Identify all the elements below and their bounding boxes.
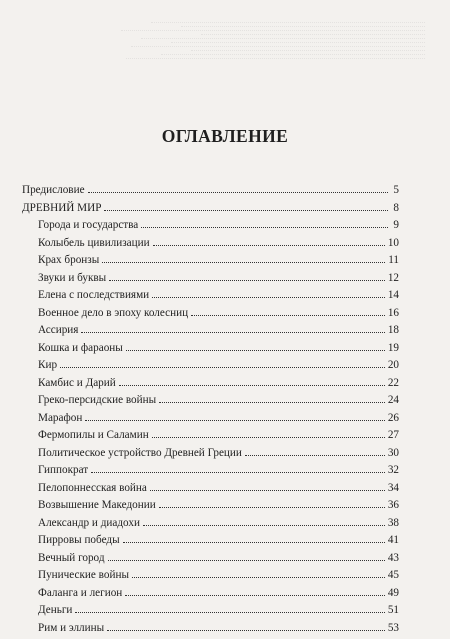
toc-entry-title: Фаланга и легион xyxy=(38,587,122,599)
dot-leader xyxy=(153,245,385,246)
dot-leader xyxy=(102,262,385,263)
table-of-contents xyxy=(22,184,399,639)
toc-entry xyxy=(22,464,399,482)
toc-entry xyxy=(22,587,399,605)
toc-entry-title: Колыбель цивилизации xyxy=(38,237,150,249)
dot-leader xyxy=(88,192,388,193)
dot-leader xyxy=(81,332,384,333)
dot-leader xyxy=(91,472,385,473)
toc-entry-page-number: 27 xyxy=(388,429,399,441)
dot-leader xyxy=(159,507,385,508)
toc-entry-page-number: 38 xyxy=(388,517,399,529)
toc-entry-title: Кошка и фараоны xyxy=(38,342,123,354)
toc-entry xyxy=(22,307,399,325)
toc-entry-page-number: 41 xyxy=(388,534,399,546)
dot-leader xyxy=(119,385,385,386)
toc-entry-title: Предисловие xyxy=(22,184,85,196)
dot-leader xyxy=(123,542,385,543)
dot-leader xyxy=(126,350,385,351)
toc-entry xyxy=(22,499,399,517)
toc-entry xyxy=(22,447,399,465)
toc-entry-title: Возвышение Македонии xyxy=(38,499,156,511)
toc-entry-page-number: 53 xyxy=(388,622,399,634)
dot-leader xyxy=(132,577,385,578)
toc-entry-title: Военное дело в эпоху колесниц xyxy=(38,307,188,319)
toc-entry-title: Пирровы победы xyxy=(38,534,120,546)
dot-leader xyxy=(108,560,385,561)
toc-entry-title: ДРЕВНИЙ МИР xyxy=(22,202,101,214)
toc-entry-page-number: 20 xyxy=(388,359,399,371)
toc-entry xyxy=(22,342,399,360)
dot-leader xyxy=(107,630,385,631)
toc-entry xyxy=(22,394,399,412)
toc-entry xyxy=(22,534,399,552)
dot-leader xyxy=(60,367,385,368)
toc-entry xyxy=(22,429,399,447)
toc-entry-title: Ассирия xyxy=(38,324,78,336)
dot-leader xyxy=(159,402,385,403)
toc-entry-title: Александр и диадохи xyxy=(38,517,140,529)
toc-entry xyxy=(22,517,399,535)
dot-leader xyxy=(152,437,385,438)
toc-entry xyxy=(22,289,399,307)
toc-entry-page-number: 30 xyxy=(388,447,399,459)
toc-entry xyxy=(22,219,399,237)
toc-entry-title: Пунические войны xyxy=(38,569,129,581)
toc-entry xyxy=(22,184,399,202)
toc-entry-title: Греко-персидские войны xyxy=(38,394,156,406)
toc-entry-title: Гиппократ xyxy=(38,464,88,476)
toc-entry xyxy=(22,324,399,342)
toc-entry xyxy=(22,552,399,570)
toc-entry-title: Марафон xyxy=(38,412,82,424)
toc-entry-page-number: 43 xyxy=(388,552,399,564)
toc-entry-title: Елена с последствиями xyxy=(38,289,149,301)
toc-entry xyxy=(22,237,399,255)
toc-entry-page-number: 22 xyxy=(388,377,399,389)
toc-entry-page-number: 18 xyxy=(388,324,399,336)
toc-entry-title: Города и государства xyxy=(38,219,138,231)
toc-entry-page-number: 24 xyxy=(388,394,399,406)
toc-entry-page-number: 26 xyxy=(388,412,399,424)
toc-entry-page-number: 14 xyxy=(388,289,399,301)
toc-entry-page-number: 45 xyxy=(388,569,399,581)
toc-entry xyxy=(22,622,399,639)
toc-entry-title: Звуки и буквы xyxy=(38,272,106,284)
toc-entry-page-number: 34 xyxy=(388,482,399,494)
toc-entry xyxy=(22,202,399,220)
toc-entry-title: Деньги xyxy=(38,604,72,616)
toc-entry-title: Фермопилы и Саламин xyxy=(38,429,149,441)
dot-leader xyxy=(75,612,384,613)
toc-entry-page-number: 9 xyxy=(391,219,399,231)
toc-entry-page-number: 11 xyxy=(388,254,399,266)
toc-entry xyxy=(22,569,399,587)
page-title: ОГЛАВЛЕНИЕ xyxy=(0,126,450,147)
dot-leader xyxy=(150,490,385,491)
toc-entry-title: Кир xyxy=(38,359,57,371)
toc-entry-page-number: 19 xyxy=(388,342,399,354)
toc-entry-title: Камбис и Дарий xyxy=(38,377,116,389)
dot-leader xyxy=(125,595,385,596)
toc-entry xyxy=(22,412,399,430)
toc-entry-title: Рим и эллины xyxy=(38,622,104,634)
dot-leader xyxy=(245,455,385,456)
toc-entry-page-number: 51 xyxy=(388,604,399,616)
toc-entry-page-number: 5 xyxy=(391,184,399,196)
toc-entry xyxy=(22,482,399,500)
dot-leader xyxy=(109,280,385,281)
dot-leader xyxy=(152,297,385,298)
toc-entry xyxy=(22,377,399,395)
bleed-through-text xyxy=(28,22,428,62)
toc-entry-page-number: 49 xyxy=(388,587,399,599)
toc-entry-page-number: 12 xyxy=(388,272,399,284)
toc-entry-title: Крах бронзы xyxy=(38,254,99,266)
toc-entry-page-number: 32 xyxy=(388,464,399,476)
toc-entry xyxy=(22,604,399,622)
toc-entry-title: Политическое устройство Древней Греции xyxy=(38,447,242,459)
toc-entry-page-number: 8 xyxy=(391,202,399,214)
toc-entry-title: Вечный город xyxy=(38,552,105,564)
toc-entry xyxy=(22,254,399,272)
dot-leader xyxy=(141,227,388,228)
toc-entry-page-number: 36 xyxy=(388,499,399,511)
toc-entry-title: Пелопоннесская война xyxy=(38,482,147,494)
dot-leader xyxy=(85,420,385,421)
dot-leader xyxy=(191,315,385,316)
toc-entry-page-number: 10 xyxy=(388,237,399,249)
toc-entry xyxy=(22,359,399,377)
dot-leader xyxy=(104,210,388,211)
toc-entry xyxy=(22,272,399,290)
dot-leader xyxy=(143,525,385,526)
toc-entry-page-number: 16 xyxy=(388,307,399,319)
